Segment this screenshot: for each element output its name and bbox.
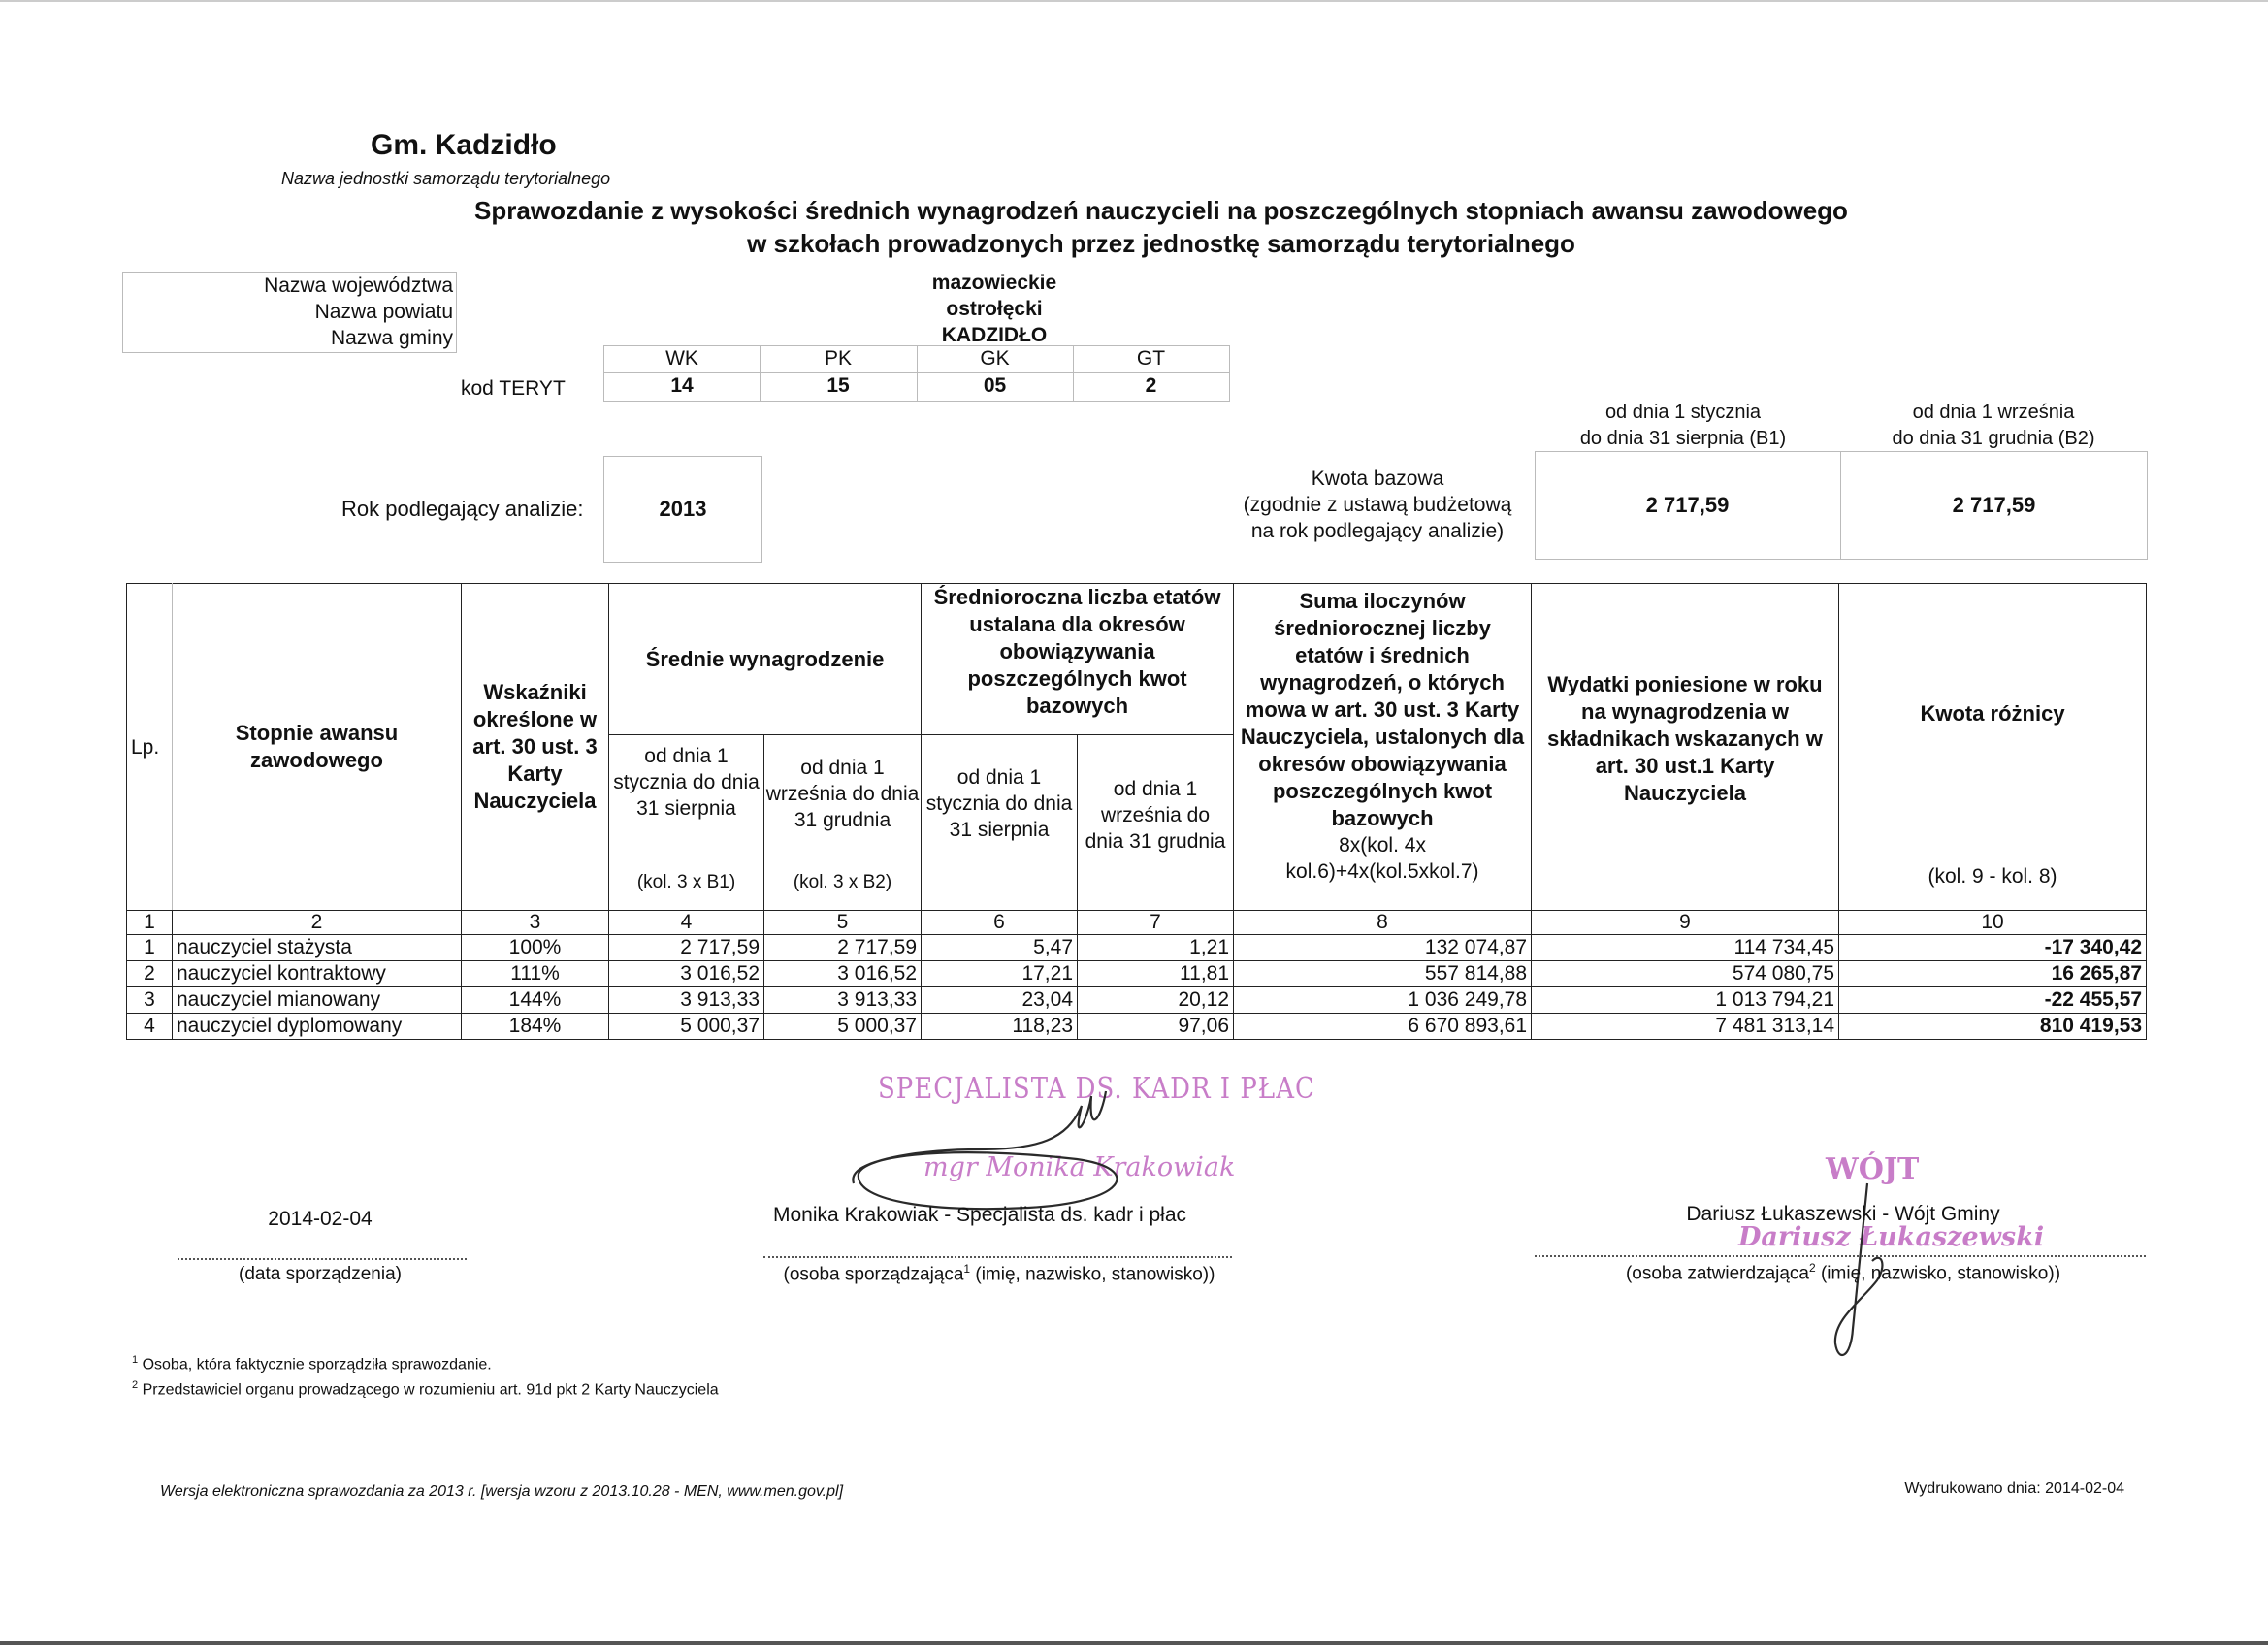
footnote-1 — [132, 1354, 492, 1374]
row-et-b: 11,81 — [1078, 961, 1234, 987]
table-row — [127, 961, 2147, 987]
col-number: 4 — [609, 911, 764, 935]
col-number: 9 — [1532, 911, 1839, 935]
row-wskaznik: 144% — [462, 987, 609, 1014]
row-suma: 6 670 893,61 — [1234, 1014, 1532, 1040]
row-sr-a: 2 717,59 — [609, 935, 764, 961]
srednie-a-note: (kol. 3 x B1) — [636, 872, 736, 892]
teryt-value-pk: 15 — [826, 374, 850, 397]
row-wskaznik: 111% — [462, 961, 609, 987]
label-commune: Nazwa gminy — [330, 327, 453, 349]
b2-header — [1863, 400, 2124, 452]
header-roznica-text: Kwota różnicy — [1920, 701, 2065, 726]
approver-caption — [1571, 1261, 2115, 1284]
footnote-1-text: Osoba, która faktycznie sporządziła sprawozdanie. — [138, 1356, 492, 1374]
col-number: 8 — [1234, 911, 1532, 935]
salary-table — [126, 583, 2147, 1040]
header-suma — [1234, 584, 1532, 911]
header-etaty-b: od dnia 1 września do dnia 31 grudnia — [1078, 735, 1234, 911]
b1-header-line-1: od dnia 1 stycznia — [1604, 402, 1762, 423]
preparer-caption-a: (osoba sporządzająca — [783, 1264, 964, 1285]
base-amount-label-line-3: na rok podlegający analizie) — [1250, 520, 1505, 542]
row-et-a: 17,21 — [922, 961, 1078, 987]
srednie-b-note: (kol. 3 x B2) — [793, 872, 892, 892]
header-etaty: Średnioroczna liczba etatów ustalana dla okresów obowiązywania poszczególnych kwot bazowych — [922, 584, 1234, 735]
report-title — [291, 194, 2031, 260]
preparer-caption-sup: 1 — [963, 1262, 971, 1276]
title-line-2: w szkołach prowadzonych przez jednostkę samorządu terytorialnego — [747, 229, 1575, 258]
approver-line — [1535, 1255, 2146, 1257]
row-lp: 3 — [127, 987, 173, 1014]
row-roznica: 16 265,87 — [1839, 961, 2147, 987]
row-stopien: nauczyciel dyplomowany — [173, 1014, 462, 1040]
srednie-a-text: od dnia 1 stycznia do dnia 31 sierpnia — [613, 745, 760, 820]
teryt-header-wk: WK — [665, 347, 698, 370]
row-suma: 132 074,87 — [1234, 935, 1532, 961]
table-row — [127, 1014, 2147, 1040]
teryt-label: kod TERYT — [461, 377, 566, 400]
table-row — [127, 935, 2147, 961]
teryt-header-gk: GK — [980, 347, 1010, 370]
voivodeship-value: mazowieckie — [931, 272, 1057, 294]
teryt-header-pk: PK — [824, 347, 852, 370]
header-stopnie: Stopnie awansu zawodowego — [173, 584, 462, 911]
date-caption: (data sporządzenia) — [239, 1264, 402, 1284]
scan-top-edge — [0, 0, 2268, 2]
col-number: 1 — [127, 911, 173, 935]
row-sr-a: 3 016,52 — [609, 961, 764, 987]
suma-formula-line-2: kol.6)+4x(kol.5xkol.7) — [1285, 860, 1479, 883]
commune-value: KADZIDŁO — [941, 324, 1048, 346]
date-line — [178, 1258, 467, 1260]
col-number: 7 — [1078, 911, 1234, 935]
scan-bottom-edge — [0, 1641, 2268, 1645]
county-value: ostrołęcki — [946, 298, 1043, 320]
row-et-b: 20,12 — [1078, 987, 1234, 1014]
row-et-a: 118,23 — [922, 1014, 1078, 1040]
b2-header-line-2: do dnia 31 grudnia (B2) — [1892, 428, 2095, 449]
row-roznica: 810 419,53 — [1839, 1014, 2147, 1040]
row-wydatki: 114 734,45 — [1532, 935, 1839, 961]
b1-header-line-2: do dnia 31 sierpnia (B1) — [1579, 428, 1787, 449]
col-number: 2 — [173, 911, 462, 935]
approver-caption-sup: 2 — [1809, 1261, 1816, 1275]
row-stopien: nauczyciel stażysta — [173, 935, 462, 961]
footnote-2-text: Przedstawiciel organu prowadzącego w rozumieniu art. 91d pkt 2 Karty Nauczyciela — [138, 1381, 719, 1399]
preparer-stamp-title: SPECJALISTA DS. KADR I PŁAC — [878, 1072, 1315, 1107]
footer-printed: Wydrukowano dnia: 2014-02-04 — [1904, 1480, 2124, 1497]
header-lp: Lp. — [127, 584, 173, 911]
b1-header — [1571, 400, 1795, 452]
date-value: 2014-02-04 — [268, 1208, 373, 1230]
header-suma-text: Suma iloczynów średniorocznej liczby etatów i średnich wynagrodzeń, o których mowa w art. 30 ust. 3 Karty Nauczyciela, ustalonych dla okresów obowiązywania poszczególnych kwot bazowych — [1240, 589, 1525, 830]
header-wydatki: Wydatki poniesione w roku na wynagrodzenia w składnikach wskazanych w art. 30 ust.1 Karty Nauczyciela — [1532, 584, 1839, 911]
row-suma: 557 814,88 — [1234, 961, 1532, 987]
year-value: 2013 — [659, 497, 707, 521]
preparer-stamp-name: mgr Monika Krakowiak — [923, 1152, 1236, 1182]
row-wydatki: 574 080,75 — [1532, 961, 1839, 987]
teryt-header-gt: GT — [1136, 347, 1166, 370]
suma-formula-line-1: 8x(kol. 4x — [1339, 834, 1426, 857]
header-srednie: Średnie wynagrodzenie — [609, 584, 922, 735]
label-voivodeship: Nazwa województwa — [264, 275, 453, 297]
col-number: 3 — [462, 911, 609, 935]
srednie-b-text: od dnia 1 września do dnia 31 grudnia — [765, 757, 920, 831]
header-srednie-a — [609, 735, 764, 911]
header-roznica-note: (kol. 9 - kol. 8) — [1928, 865, 2057, 888]
approver-name: Dariusz Łukaszewski - Wójt Gminy — [1686, 1203, 2000, 1225]
row-sr-b: 3 913,33 — [764, 987, 922, 1014]
row-sr-b: 2 717,59 — [764, 935, 922, 961]
row-wydatki: 7 481 313,14 — [1532, 1014, 1839, 1040]
preparer-name: Monika Krakowiak - Specjalista ds. kadr i płac — [772, 1204, 1186, 1226]
row-wskaznik: 184% — [462, 1014, 609, 1040]
header-wskazniki: Wskaźniki określone w art. 30 ust. 3 Karty Nauczyciela — [462, 584, 609, 911]
b2-value: 2 717,59 — [1952, 493, 2036, 517]
base-amount-label-line-2: (zgodnie z ustawą budżetową — [1243, 494, 1512, 516]
year-label: Rok podlegający analizie: — [341, 497, 584, 521]
base-amount-label-line-1: Kwota bazowa — [1311, 468, 1444, 490]
row-sr-a: 5 000,37 — [609, 1014, 764, 1040]
footnote-1-sup: 1 — [132, 1354, 139, 1366]
row-et-b: 97,06 — [1078, 1014, 1234, 1040]
teryt-value-wk: 14 — [670, 374, 694, 397]
teryt-grid — [603, 345, 1230, 402]
row-wskaznik: 100% — [462, 935, 609, 961]
col-number: 6 — [922, 911, 1078, 935]
row-stopien: nauczyciel kontraktowy — [173, 961, 462, 987]
location-labels — [126, 273, 453, 351]
row-et-a: 23,04 — [922, 987, 1078, 1014]
unit-caption: Nazwa jednostki samorządu terytorialnego — [281, 169, 611, 188]
row-lp: 4 — [127, 1014, 173, 1040]
header-srednie-b — [764, 735, 922, 911]
b1-value: 2 717,59 — [1645, 493, 1730, 517]
preparer-caption — [737, 1262, 1261, 1285]
row-roznica: -17 340,42 — [1839, 935, 2147, 961]
teryt-value-gt: 2 — [1145, 374, 1157, 397]
table-row — [127, 987, 2147, 1014]
footer-version: Wersja elektroniczna sprawozdania za 2013 r. [wersja wzoru z 2013.10.28 - MEN, www.men.gov.pl] — [160, 1483, 844, 1500]
col-number: 10 — [1839, 911, 2147, 935]
row-lp: 2 — [127, 961, 173, 987]
column-number-row — [127, 911, 2147, 935]
row-sr-b: 3 016,52 — [764, 961, 922, 987]
approver-stamp-name: Dariusz Łukaszewski — [1738, 1222, 2045, 1252]
row-wydatki: 1 013 794,21 — [1532, 987, 1839, 1014]
teryt-value-gk: 05 — [983, 374, 1007, 397]
row-sr-a: 3 913,33 — [609, 987, 764, 1014]
header-etaty-a: od dnia 1 stycznia do dnia 31 sierpnia — [922, 735, 1078, 911]
row-suma: 1 036 249,78 — [1234, 987, 1532, 1014]
row-et-a: 5,47 — [922, 935, 1078, 961]
header-suma-formula — [1238, 832, 1527, 885]
preparer-line — [763, 1256, 1232, 1258]
preparer-caption-b: (imię, nazwisko, stanowisko)) — [970, 1264, 1215, 1285]
row-lp: 1 — [127, 935, 173, 961]
label-county: Nazwa powiatu — [314, 301, 453, 323]
title-line-1: Sprawozdanie z wysokości średnich wynagrodzeń nauczycieli na poszczególnych stopniach awansu zawodowego — [474, 196, 1848, 225]
row-et-b: 1,21 — [1078, 935, 1234, 961]
footnote-2-sup: 2 — [132, 1379, 139, 1391]
row-roznica: -22 455,57 — [1839, 987, 2147, 1014]
preparer-signature-icon — [834, 1077, 1145, 1222]
approver-caption-a: (osoba zatwierdzająca — [1625, 1263, 1809, 1284]
row-stopien: nauczyciel mianowany — [173, 987, 462, 1014]
location-values — [873, 270, 1116, 348]
approver-stamp-title: WÓJT — [1826, 1152, 1920, 1186]
footnote-2 — [132, 1379, 719, 1399]
row-sr-b: 5 000,37 — [764, 1014, 922, 1040]
b2-header-line-1: od dnia 1 września — [1912, 402, 2075, 423]
approver-caption-b: (imię, nazwisko, stanowisko)) — [1815, 1263, 2061, 1284]
col-number: 5 — [764, 911, 922, 935]
header-roznica — [1839, 584, 2147, 911]
base-amount-label — [1222, 466, 1533, 544]
unit-name: Gm. Kadzidło — [371, 129, 557, 161]
